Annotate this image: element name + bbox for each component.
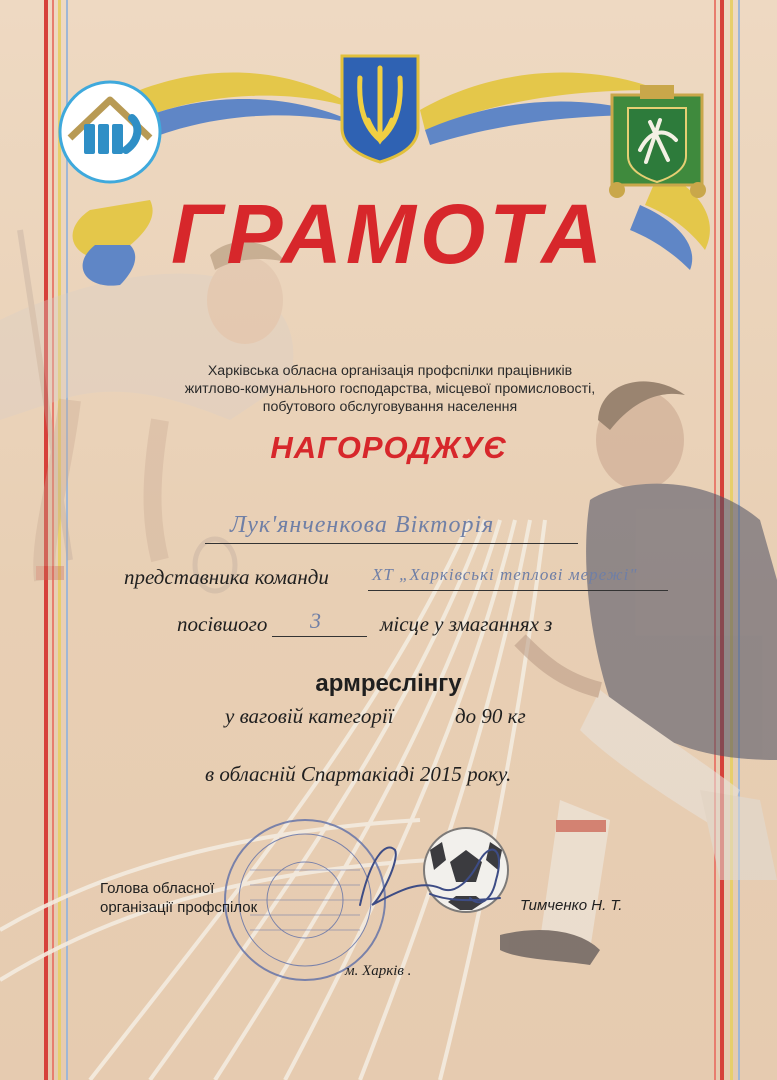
weight-value: до 90 кг — [455, 704, 526, 728]
certificate-title: ГРАМОТА — [170, 187, 607, 281]
kharkiv-oblast-coat-of-arms — [609, 85, 706, 198]
event-line: в обласній Спартакіаді 2015 року. — [205, 762, 512, 786]
organization-line-2: житлово-комунального господарства, місцевої промисловості, — [184, 381, 596, 397]
place-suffix: місце у змаганнях з — [380, 612, 553, 636]
awards-heading: НАГОРОДЖУЄ — [270, 430, 507, 465]
recipient-underline — [205, 543, 578, 544]
union-logo — [60, 82, 160, 182]
signer-position-line-1: Голова обласної — [100, 880, 215, 897]
place-value: 3 — [310, 608, 322, 633]
team-name: ХТ „Харківські теплові мережі" — [372, 565, 638, 584]
signer-name: Тимченко Н. Т. — [520, 897, 623, 914]
recipient-name: Лук'янченкова Вікторія — [230, 512, 495, 538]
signer-position-line-2: організації профспілок — [100, 899, 258, 916]
team-prefix: представника команди — [124, 565, 329, 589]
place-underline — [272, 636, 367, 637]
ukraine-coat-of-arms — [342, 56, 418, 162]
place-prefix: посівшого — [177, 612, 268, 636]
sport-name: армреслінгу — [315, 670, 462, 697]
weight-prefix: у ваговій категорії — [225, 704, 394, 728]
city-label: м. Харків . — [345, 963, 412, 979]
organization-name — [140, 362, 640, 416]
organization-line-3: побутового обслуговування населення — [262, 399, 518, 415]
organization-line-1: Харківська обласна організація профспілки працівників — [207, 363, 573, 379]
team-underline — [368, 590, 668, 591]
track-lines — [0, 520, 545, 1080]
